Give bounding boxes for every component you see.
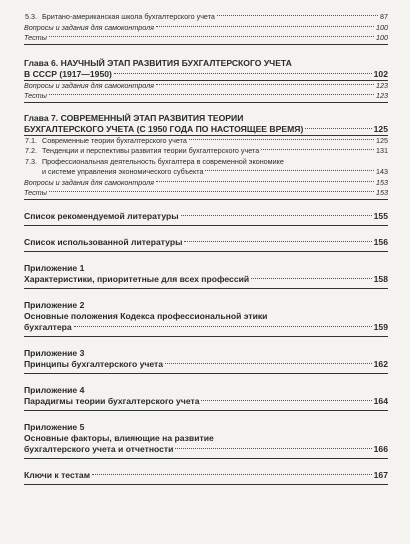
appendix-label: Приложение 1 [24,262,85,273]
page-number: 159 [373,321,388,332]
dot-leader [189,139,374,140]
dot-leader [156,181,374,182]
dot-leader [49,191,374,192]
page-number: 153 [376,188,388,197]
appendix-label: Приложение 2 [24,299,85,310]
page-number: 143 [376,167,388,176]
toc-used-literature[interactable] [24,237,388,252]
toc-entry-tests[interactable] [24,33,388,45]
section-number: 7.1. [25,135,37,145]
entry-title: Список использованной литературы [24,236,183,247]
toc-appendix-3[interactable] [24,348,388,374]
page-number: 87 [380,12,388,21]
toc-entry-7-1[interactable] [24,135,388,147]
dot-leader [205,170,374,171]
dot-leader [305,128,371,129]
appendix-title: Характеристики, приоритетные для всех профессий [24,273,250,284]
toc-appendix-5[interactable] [24,422,388,459]
toc-chapter-7[interactable] [24,113,388,135]
page-number: 100 [376,33,388,42]
entry-title: Вопросы и задания для самоконтроля [24,80,154,90]
dot-leader [114,73,372,74]
toc-appendix-4[interactable] [24,385,388,411]
dot-leader [165,363,372,364]
toc-entry-7-3[interactable] [24,157,388,178]
entry-title: Тенденции и перспективы развития теории бухгалтерского учета [42,146,260,155]
section-number: 5.3. [25,12,37,21]
dot-leader [261,149,374,150]
chapter-title-line-2: БУХГАЛТЕРСКОГО УЧЕТА (С 1950 ГОДА ПО НАСТОЯЩЕЕ ВРЕМЯ) [24,123,304,134]
entry-title: Ключи к тестам [24,469,91,480]
appendix-title: Принципы бухгалтерского учета [24,358,164,369]
page-number: 125 [373,123,388,134]
appendix-title: Парадигмы теории бухгалтерского учета [24,395,200,406]
entry-title: Тесты [24,188,47,197]
toc-entry-7-2[interactable] [24,146,388,157]
toc-entry-self-check[interactable] [24,23,388,34]
page-number: 155 [373,210,388,221]
toc-test-keys[interactable] [24,470,388,485]
toc-entry-5-3[interactable] [24,12,388,23]
dot-leader [181,215,372,216]
appendix-title-line-2: бухгалтерского учета и отчетности [24,443,174,454]
toc-chapter-6[interactable] [24,58,388,80]
dot-leader [184,241,371,242]
appendix-label: Приложение 3 [24,347,85,358]
page-number: 166 [373,443,388,454]
dot-leader [201,400,371,401]
toc-appendix-1[interactable] [24,263,388,289]
page-number: 162 [373,358,388,369]
section-number: 7.2. [25,146,37,155]
page-number: 123 [376,80,388,90]
page-number: 100 [376,22,388,32]
entry-title: Список рекомендуемой литературы [24,210,179,221]
appendix-title-line-2: бухгалтера [24,321,72,332]
dot-leader [49,94,374,95]
page-number: 156 [373,236,388,247]
page-number: 153 [376,177,388,187]
dot-leader [49,36,374,37]
entry-title-line-2: и системе управления экономического субъекта [42,167,204,176]
section-number: 7.3. [25,156,37,166]
chapter-title-line-2: В СССР (1917—1950) [24,68,112,79]
toc-entry-self-check[interactable] [24,80,388,92]
toc-appendix-2[interactable] [24,300,388,337]
entry-title: Современные теории бухгалтерского учета [42,135,187,145]
page-number: 123 [376,91,388,100]
toc-recommended-literature[interactable] [24,211,388,226]
entry-title: Тесты [24,91,47,100]
dot-leader [251,278,371,279]
entry-title-line-1: Профессиональная деятельность бухгалтера в современной экономике [42,156,284,166]
toc-entry-self-check[interactable] [24,178,388,189]
page-number: 158 [373,273,388,284]
chapter-title-line-1: Глава 7. СОВРЕМЕННЫЙ ЭТАП РАЗВИТИЯ ТЕОРИИ [24,112,244,123]
appendix-title-line-1: Основные факторы, влияющие на развитие [24,432,214,443]
entry-title: Вопросы и задания для самоконтроля [24,22,154,32]
table-of-contents [24,12,388,485]
appendix-label: Приложение 5 [24,421,85,432]
entry-title: Британо-американская школа бухгалтерского учета [42,12,215,21]
appendix-title-line-1: Основные положения Кодекса профессиональной этики [24,310,268,321]
page-number: 164 [373,395,388,406]
dot-leader [74,326,372,327]
dot-leader [156,84,374,85]
appendix-label: Приложение 4 [24,384,85,395]
entry-title: Тесты [24,33,47,42]
toc-entry-tests[interactable] [24,91,388,103]
toc-entry-tests[interactable] [24,188,388,200]
page-number: 102 [373,68,388,79]
dot-leader [175,448,371,449]
dot-leader [156,26,374,27]
page-number: 167 [373,469,388,480]
page-number: 125 [376,135,388,145]
dot-leader [217,15,378,16]
chapter-title-line-1: Глава 6. НАУЧНЫЙ ЭТАП РАЗВИТИЯ БУХГАЛТЕРСКОГО УЧЕТА [24,57,292,68]
dot-leader [92,474,372,475]
page-number: 131 [376,146,388,155]
entry-title: Вопросы и задания для самоконтроля [24,177,154,187]
